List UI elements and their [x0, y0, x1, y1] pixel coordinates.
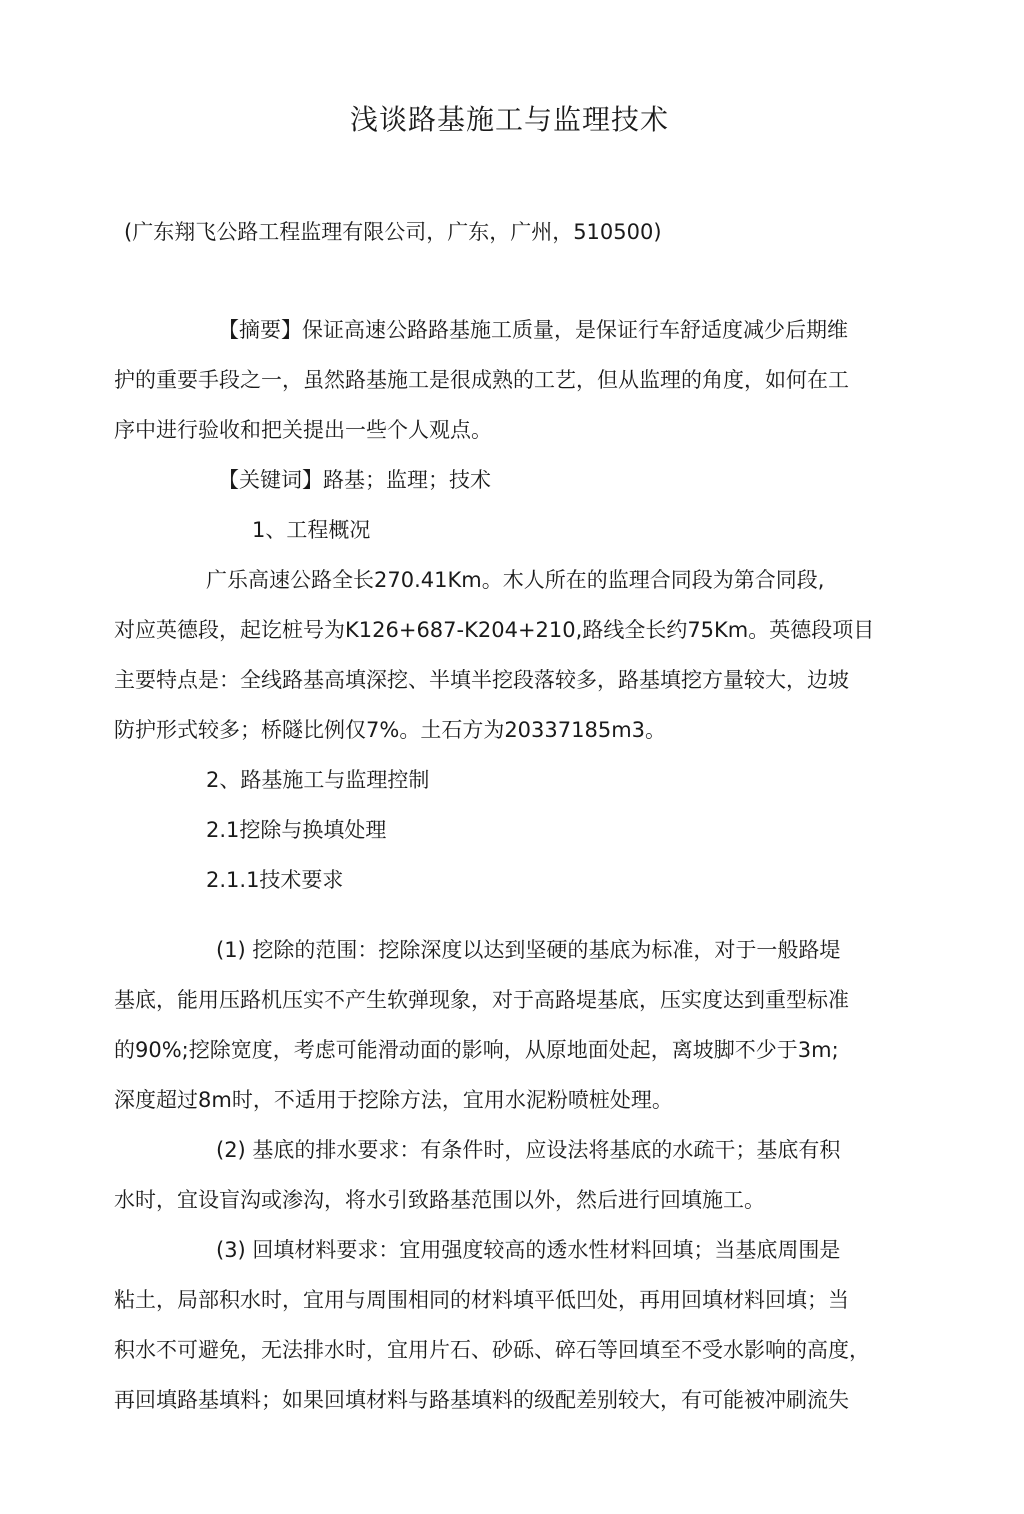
list-item-line: (3) 回填材料要求：宜用强度较高的透水性材料回填；当基底周围是	[216, 1238, 841, 1262]
list-item-line: (2) 基底的排水要求：有条件时，应设法将基底的水疏干；基底有积	[216, 1138, 841, 1162]
list-item-line: 积水不可避免，无法排水时，宜用片石、砂砾、碎石等回填至不受水影响的高度，	[114, 1338, 870, 1362]
section-heading: 2、路基施工与监理控制	[206, 768, 430, 792]
section-heading: 1、工程概况	[252, 518, 371, 542]
paragraph-line: 广乐高速公路全长270.41Km。木人所在的监理合同段为第合同段,	[206, 568, 825, 592]
abstract-line: 序中进行验收和把关提出一些个人观点。	[114, 418, 492, 442]
list-item-line: 再回填路基填料；如果回填材料与路基填料的级配差别较大，有可能被冲刷流失	[114, 1388, 849, 1412]
affiliation: (广东翔飞公路工程监理有限公司，广东，广州，510500)	[124, 220, 662, 244]
abstract-line: 护的重要手段之一，虽然路基施工是很成熟的工艺，但从监理的角度，如何在工	[114, 368, 849, 392]
paragraph-line: 对应英德段，起讫桩号为K126+687-K204+210,路线全长约75Km。英德段项目	[114, 618, 875, 642]
list-item-line: 深度超过8m时，不适用于挖除方法，宜用水泥粉喷桩处理。	[114, 1088, 673, 1112]
list-item-line: (1) 挖除的范围：挖除深度以达到坚硬的基底为标准，对于一般路堤	[216, 938, 841, 962]
list-item-line: 基底，能用压路机压实不产生软弹现象，对于高路堤基底，压实度达到重型标准	[114, 988, 849, 1012]
subsection-heading: 2.1.1技术要求	[206, 868, 344, 892]
keywords: 【关键词】路基；监理；技术	[218, 468, 491, 492]
document-title: 浅谈路基施工与监理技术	[350, 103, 670, 136]
list-item-line: 粘土，局部积水时，宜用与周围相同的材料填平低凹处，再用回填材料回填；当	[114, 1288, 849, 1312]
abstract-line: 【摘要】保证高速公路路基施工质量，是保证行车舒适度减少后期维	[218, 318, 848, 342]
paragraph-line: 主要特点是：全线路基高填深挖、半填半挖段落较多，路基填挖方量较大，边坡	[114, 668, 849, 692]
subsection-heading: 2.1挖除与换填处理	[206, 818, 387, 842]
list-item-line: 水时，宜设盲沟或渗沟，将水引致路基范围以外，然后进行回填施工。	[114, 1188, 765, 1212]
list-item-line: 的90%;挖除宽度，考虑可能滑动面的影响，从原地面处起，离坡脚不少于3m;	[114, 1038, 839, 1062]
paragraph-line: 防护形式较多；桥隧比例仅7%。土石方为20337185m3。	[114, 718, 667, 742]
